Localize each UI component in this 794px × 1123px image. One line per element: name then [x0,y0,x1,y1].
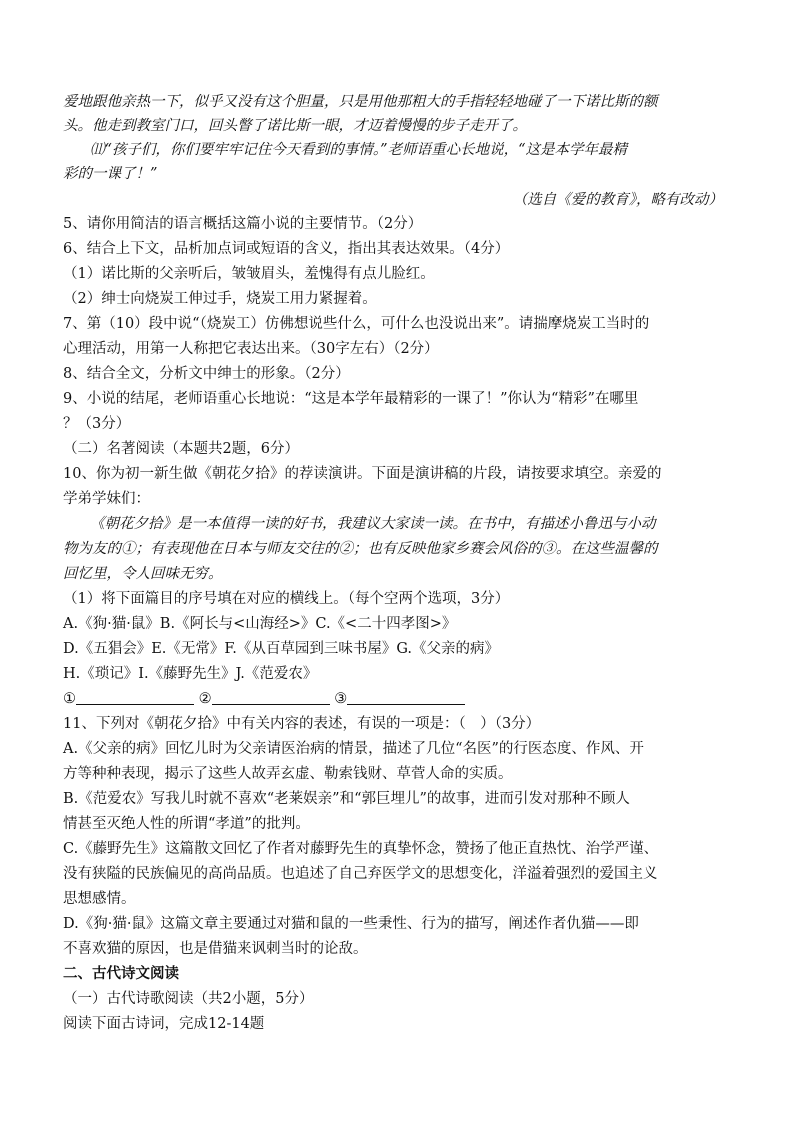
story-line-1: 爱地跟他亲热一下，似乎又没有这个胆量，只是用他那粗大的手指轻轻地碰了一下诺比斯的额 [63,94,658,110]
answer-blanks-row [63,687,733,711]
blank-2-marker: ② [198,691,212,707]
story-source: （选自《爱的教育》，略有改动） [512,192,723,208]
speech-line-1: 《朝花夕拾》是一本值得一读的好书，我建议大家读一读。在书中，有描述小鲁迅与小动 [90,516,656,532]
section-poetry-subheading: （一）古代诗歌阅读（共2小题，5分） [63,991,314,1007]
question-9-line-1: 9、小说的结尾，老师语重心长地说：“这是本学年最精彩的一课了！”你认为“精彩”在哪里 [63,391,639,407]
answer-blank-1[interactable] [76,690,194,705]
question-10-line-2: 学弟学妹们： [63,491,150,507]
section-mingzhu-heading: （二）名著阅读（本题共2题，6分） [63,441,299,457]
story-line-3: ⑾“孩子们，你们要牢牢记住今天看到的事情。”老师语重心长地说，“这是本学年最精 [90,142,627,158]
question-8: 8、结合全文，分析文中绅士的形象。（2分） [63,366,350,382]
option-c-line-2: 没有狭隘的民族偏见的高尚品质。也追述了自己弃医学文的思想变化，洋溢着强烈的爱国主义 [63,866,658,882]
question-10-line-1: 10、你为初一新生做《朝花夕拾》的荐读演讲。下面是演讲稿的片段，请按要求填空。亲爱的 [63,466,662,482]
option-d-line-1: D.《狗·猫·鼠》这篇文章主要通过对猫和鼠的一些秉性、行为的描写，阐述作者仇猫——即 [63,916,639,932]
question-6-1: （1）诺比斯的父亲听后，皱皱眉头，羞愧得有点儿脸红。 [63,266,435,282]
option-d-line-2: 不喜欢猫的原因，也是借猫来讽刺当时的论敌。 [63,941,368,957]
question-6: 6、结合上下文，品析加点词或短语的含义，指出其表达效果。（4分） [63,241,510,257]
answer-blank-2[interactable] [212,690,330,705]
story-line-4: 彩的一课了！” [63,166,158,182]
speech-line-3: 回忆里，令人回味无穷。 [63,566,223,582]
blank-3-marker: ③ [334,691,348,707]
option-c-line-1: C.《藤野先生》这篇散文回忆了作者对藤野先生的真挚怀念，赞扬了他正直热忱、治学严谨、 [63,841,659,857]
option-a-line-2: 方等种种表现，揭示了这些人故弄玄虚、勒索钱财、草菅人命的实质。 [63,766,513,782]
option-b-line-1: B.《范爱农》写我儿时就不喜欢“老莱娱亲”和“郭巨埋儿”的故事，进而引发对那种不顾人 [63,791,630,807]
question-5: 5、请你用简洁的语言概括这篇小说的主要情节。（2分） [63,216,423,232]
answer-blank-3[interactable] [347,690,465,705]
blank-1-marker: ① [63,691,76,707]
question-7-line-1: 7、第（10）段中说“（烧炭工）仿佛想说些什么，可什么也没说出来”。请揣摩烧炭工当时的 [63,316,650,332]
speech-line-2: 物为友的①；有表现他在日本与师友交往的②；也有反映他家乡赛会风俗的③。在这些温馨的 [63,541,658,557]
question-6-2: （2）绅士向烧炭工伸过手，烧炭工用力紧握着。 [63,291,377,307]
question-10-instruction: （1）将下面篇目的序号填在对应的横线上。（每个空两个选项，3分） [63,591,510,607]
question-9-line-2: ？（3分） [63,416,131,432]
options-line-1: A.《狗·猫·鼠》B.《阿长与<山海经>》C.《<二十四孝图>》 [63,616,457,632]
option-c-line-3: 思想感情。 [63,891,136,907]
question-11: 11、下列对《朝花夕拾》中有关内容的表述，有误的一项是：（ ）（3分） [63,716,541,732]
section-poetry-instruction: 阅读下面古诗词，完成12-14题 [63,1016,265,1032]
question-7-line-2: 心理活动，用第一人称把它表达出来。（30字左右）（2分） [63,341,439,357]
section-poetry-heading: 二、古代诗文阅读 [63,965,179,982]
option-b-line-2: 情甚至灭绝人性的所谓“孝道”的批判。 [63,816,310,832]
options-line-2: D.《五猖会》E.《无常》F.《从百草园到三味书屋》G.《父亲的病》 [63,641,499,657]
story-line-2: 头。他走到教室门口，回头瞥了诺比斯一眼，才迈着慢慢的步子走开了。 [63,118,527,134]
options-line-3: H.《琐记》I.《藤野先生》J.《范爱农》 [63,666,318,682]
option-a-line-1: A.《父亲的病》回忆儿时为父亲请医治病的情景，描述了几位“名医”的行医态度、作风、开 [63,741,644,757]
